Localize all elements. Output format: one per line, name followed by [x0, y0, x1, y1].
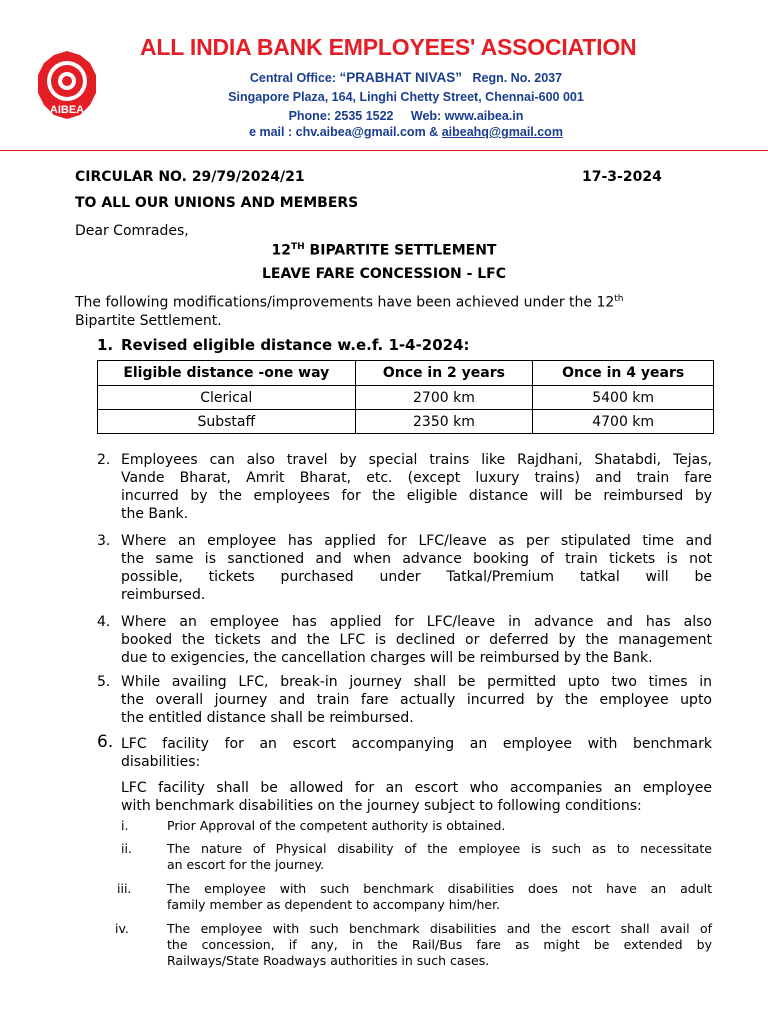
letterhead — [0, 0, 768, 152]
condition-text: The employee with such benchmark disabilities and the escort shall avail of the concession, if any, in the Rail/Bus fare as might be extended by Railways/State Roadways authorities in such cases. — [167, 921, 712, 968]
title-lfc: LEAVE FARE CONCESSION - LFC — [261, 266, 507, 282]
address-line: Singapore Plaza, 164, Linghi Chetty Street, Chennai-600 001 — [228, 90, 584, 104]
table-row — [98, 410, 714, 434]
item-5-text: While availing LFC, break-in journey shall be permitted upto two times in the overall journey and train fare actually incurred by the employee upto the entitled distance shall be reimbursed. — [121, 674, 712, 726]
phone-number: Phone: 2535 1522 — [288, 109, 394, 123]
table-cell: Clerical — [98, 386, 356, 410]
condition-text: The nature of Physical disability of the employee is such as to necessitate an escort for the journey. — [167, 841, 712, 872]
email-primary[interactable]: chv.aibea@gmail.com — [295, 125, 426, 139]
condition-numeral: i. — [121, 818, 129, 833]
condition-numeral: iv. — [115, 921, 129, 936]
organization-name: ALL INDIA BANK EMPLOYEES' ASSOCIATION — [140, 34, 637, 60]
condition-numeral: iii. — [117, 881, 132, 896]
table-header: Once in 4 years — [533, 361, 714, 386]
email-secondary-link[interactable]: aibeahq@gmail.com — [441, 125, 563, 139]
aibea-logo-icon — [34, 49, 100, 121]
table-cell: 2350 km — [355, 410, 533, 434]
title-settlement: 12TH BIPARTITE SETTLEMENT — [271, 242, 497, 259]
table-row — [98, 386, 714, 410]
item-2-text: Employees can also travel by special trains like Rajdhani, Shatabdi, Tejas, Vande Bharat, Amrit Bharat, etc. (except luxury trains) and train fare incurred by the employees for the eligible distance will be reimbursed by the Bank. — [121, 452, 712, 522]
salutation: Dear Comrades, — [75, 223, 189, 239]
circular-date: 17-3-2024 — [582, 169, 662, 185]
table-cell: Substaff — [98, 410, 356, 434]
phone-web-line — [196, 109, 616, 123]
email-line — [196, 125, 616, 139]
item-6-text: LFC facility for an escort accompanying an employee with benchmark disabilities: — [121, 736, 712, 770]
item-1-number: 1. — [97, 336, 114, 354]
table-cell: 5400 km — [533, 386, 714, 410]
item-1-title: Revised eligible distance w.e.f. 1-4-2024: — [121, 336, 470, 354]
condition-numeral: ii. — [121, 841, 132, 856]
central-office-line — [196, 70, 616, 85]
eligible-distance-table — [97, 360, 714, 434]
condition-text: The employee with such benchmark disabilities does not have an adult family member as dependent to accompany him/her. — [167, 881, 712, 912]
email-separator: & — [429, 125, 439, 139]
item-6-paragraph: LFC facility shall be allowed for an escort who accompanies an employee with benchmark disabilities on the journey subject to following conditions: — [121, 780, 712, 814]
table-cell: 2700 km — [355, 386, 533, 410]
central-office-label: Central Office: — [249, 71, 337, 85]
item-5-number: 5. — [97, 674, 111, 690]
item-2-number: 2. — [97, 452, 111, 468]
item-4-text: Where an employee has applied for LFC/leave in advance and has also booked the tickets and the LFC is declined or deferred by the management due to exigencies, the cancellation charges will be reimbursed by the Bank. — [121, 614, 712, 666]
item-3-number: 3. — [97, 533, 111, 549]
header-divider — [0, 150, 768, 151]
addressee: TO ALL OUR UNIONS AND MEMBERS — [75, 195, 359, 211]
website[interactable]: Web: www.aibea.in — [410, 109, 524, 123]
circular-number: CIRCULAR NO. 29/79/2024/21 — [75, 169, 305, 185]
central-office-name: “PRABHAT NIVAS” — [339, 70, 463, 85]
item-6-number: 6. — [97, 732, 114, 752]
table-header: Eligible distance -one way — [98, 361, 356, 386]
table-header-row — [98, 361, 714, 386]
item-4-number: 4. — [97, 614, 111, 630]
email-label: e mail : — [249, 125, 293, 139]
intro-paragraph: The following modifications/improvements have been achieved under the 12th Bipartite Settlement. — [75, 294, 624, 329]
item-3-text: Where an employee has applied for LFC/leave as per stipulated time and the same is sanctioned and when advance booking of train tickets is not possible, tickets purchased under Tatkal/Premium tatkal will be reimbursed. — [121, 533, 712, 603]
condition-text: Prior Approval of the competent authority is obtained. — [167, 818, 506, 833]
table-header: Once in 2 years — [355, 361, 533, 386]
logo-text: AIBEA — [49, 104, 85, 116]
table-cell: 4700 km — [533, 410, 714, 434]
registration-number: Regn. No. 2037 — [472, 71, 563, 85]
